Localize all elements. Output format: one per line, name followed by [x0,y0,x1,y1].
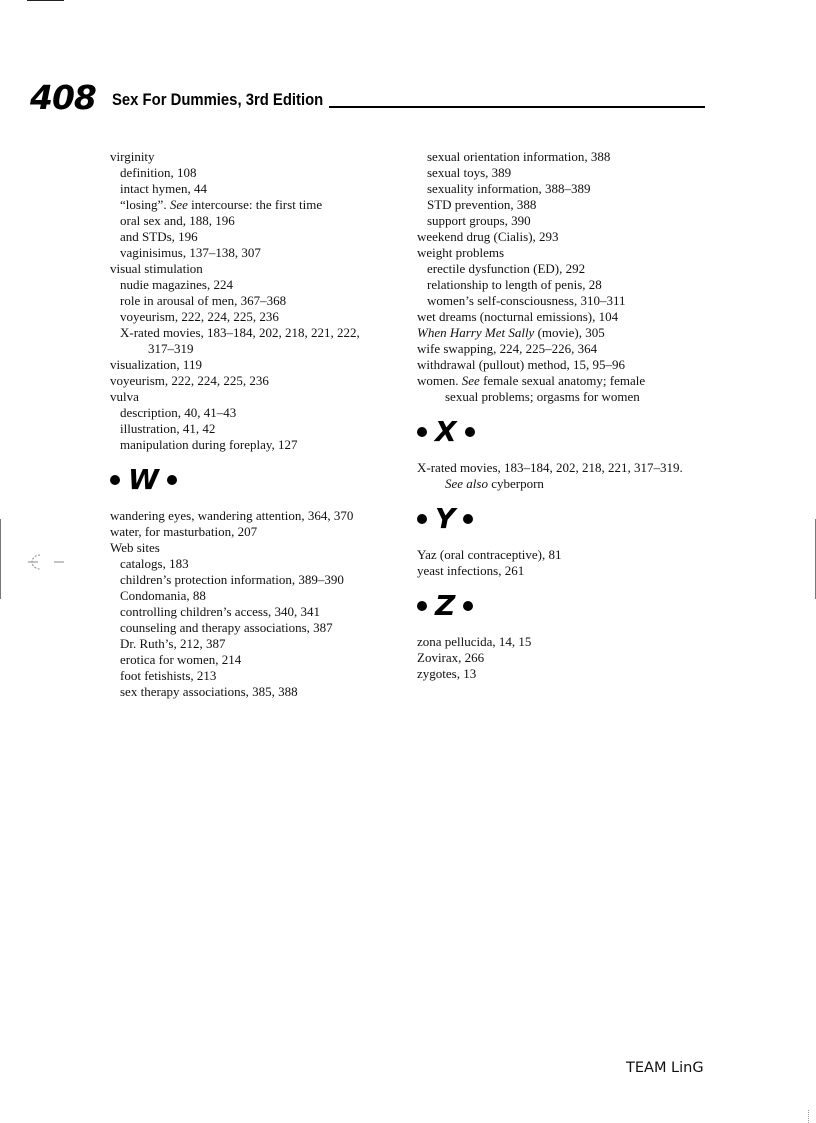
index-column-left [110,149,400,700]
bullet-icon [167,475,177,485]
index-entry-text: cyberporn [487,476,544,491]
footer-watermark: TEAM LinG [626,1060,704,1076]
index-entry-text: intercourse: the first time [187,197,323,212]
index-entry [110,149,400,165]
index-entry [417,261,717,277]
index-entry-text: support groups, 390 [427,213,531,228]
index-entry [417,245,717,261]
index-group-w-continued [417,149,717,405]
index-entry-text: sexuality information, 388–389 [427,181,591,196]
index-entry-text: controlling children’s access, 340, 341 [120,604,321,619]
index-entry-text: sexual orientation information, 388 [427,149,611,164]
index-entry [110,556,400,572]
index-entry-text: sexual toys, 389 [427,165,512,180]
left-binding-line [0,519,1,599]
index-entry-text: women’s self-consciousness, 310–311 [427,293,626,308]
index-entry-text: counseling and therapy associations, 387 [120,620,333,635]
index-entry [417,293,717,309]
index-entry-text: X-rated movies, 183–184, 202, 218, 221, 317–319. [417,460,683,475]
index-column-right [417,149,717,682]
index-entry-text: oral sex and, 188, 196 [120,213,235,228]
index-entry [110,684,400,700]
index-group-w [110,508,400,700]
registration-mark-icon [28,551,64,573]
index-entry-text: children’s protection information, 389–390 [120,572,344,587]
index-entry [417,650,717,666]
book-title: Sex For Dummies, 3rd Edition [112,91,324,109]
index-entry [110,213,400,229]
index-entry-text: withdrawal (pullout) method, 15, 95–96 [417,357,625,372]
index-entry [110,636,400,652]
index-entry-text: erectile dysfunction (ED), 292 [427,261,586,276]
index-entry [110,524,400,540]
index-entry [417,325,717,341]
index-entry-continuation [417,389,717,405]
index-entry-italic: See [169,197,188,212]
index-entry [417,373,717,389]
index-entry-continuation [417,476,717,492]
index-entry-text: Zovirax, 266 [417,650,485,665]
index-entry [417,149,717,165]
page-number: 408 [30,78,96,117]
letter-heading-glyph: W [128,463,159,496]
index-entry [417,213,717,229]
index-group-x [417,460,717,492]
letter-heading-w [110,465,400,495]
index-entry [417,563,717,579]
index-entry-text: zona pellucida, 14, 15 [417,634,532,649]
corner-crop-line [808,1110,810,1123]
index-entry-text: wandering eyes, wandering attention, 364, 370 [110,508,354,523]
index-entry [110,540,400,556]
index-entry-text: role in arousal of men, 367–368 [120,293,287,308]
index-entry-text: virginity [110,149,155,164]
index-entry [110,309,400,325]
index-entry [110,373,400,389]
index-entry [110,197,400,213]
index-entry [417,460,717,476]
index-entry [110,229,400,245]
index-entry-text: Yaz (oral contraceptive), 81 [417,547,562,562]
index-entry-text: relationship to length of penis, 28 [427,277,602,292]
index-entry-text: X-rated movies, 183–184, 202, 218, 221, 222, [120,325,360,340]
index-entry-text: sexual problems; orgasms for women [445,389,640,404]
index-entry [110,389,400,405]
index-entry-text: STD prevention, 388 [427,197,537,212]
index-entry-text: yeast infections, 261 [417,563,525,578]
index-entry-text: Dr. Ruth’s, 212, 387 [120,636,226,651]
top-crop-line [27,0,64,1]
index-group-z [417,634,717,682]
index-entry-text: voyeurism, 222, 224, 225, 236 [110,373,269,388]
index-entry [110,405,400,421]
index-entry-text: nudie magazines, 224 [120,277,233,292]
index-entry-text: visualization, 119 [110,357,202,372]
index-entry-text: vaginisimus, 137–138, 307 [120,245,261,260]
index-entry [110,620,400,636]
index-entry-text: voyeurism, 222, 224, 225, 236 [120,309,279,324]
letter-heading-glyph: Z [435,589,456,622]
index-entry-text: weekend drug (Cialis), 293 [417,229,559,244]
index-entry [417,197,717,213]
index-entry-text: illustration, 41, 42 [120,421,216,436]
letter-heading-glyph: X [435,415,457,448]
index-entry-text: weight problems [417,245,505,260]
index-entry-text: intact hymen, 44 [120,181,208,196]
index-entry-text: women. [417,373,462,388]
index-entry-text: visual stimulation [110,261,203,276]
bullet-icon [465,427,475,437]
page-header [30,80,710,116]
bullet-icon [463,601,473,611]
index-entry-continuation [110,341,400,357]
index-entry-text: and STDs, 196 [120,229,198,244]
index-entry [110,293,400,309]
index-entry [417,165,717,181]
index-group-y [417,547,717,579]
index-entry-text: vulva [110,389,139,404]
index-entry-text: female sexual anatomy; female [479,373,646,388]
bullet-icon [417,601,427,611]
index-entry-text: manipulation during foreplay, 127 [120,437,298,452]
index-entry [110,437,400,453]
index-entry [417,341,717,357]
index-entry-text: Condomania, 88 [120,588,206,603]
header-rule [329,106,705,108]
index-entry [110,604,400,620]
letter-heading-y [417,504,717,534]
index-entry [110,277,400,293]
index-entry [417,229,717,245]
index-entry-text: zygotes, 13 [417,666,477,681]
index-entry-text: wet dreams (nocturnal emissions), 104 [417,309,619,324]
index-entry-text: Web sites [110,540,160,555]
index-entry [110,261,400,277]
index-entry-text: sex therapy associations, 385, 388 [120,684,298,699]
index-entry [110,245,400,261]
index-entry-text: 317–319 [148,341,194,356]
index-entry [417,666,717,682]
index-entry [110,181,400,197]
index-entry-text: catalogs, 183 [120,556,189,571]
index-entry-italic: See also [445,476,488,491]
bullet-icon [417,427,427,437]
index-entry-text: definition, 108 [120,165,197,180]
index-entry-italic: See [461,373,480,388]
index-entry-text: “losing”. [120,197,170,212]
index-entry-text: (movie), 305 [534,325,605,340]
index-entry [417,547,717,563]
index-entry [110,421,400,437]
index-entry-text: foot fetishists, 213 [120,668,217,683]
bullet-icon [110,475,120,485]
index-entry-text: wife swapping, 224, 225–226, 364 [417,341,598,356]
letter-heading-z [417,591,717,621]
index-entry [417,277,717,293]
index-entry [417,634,717,650]
index-entry [417,357,717,373]
index-entry [110,668,400,684]
index-entry-text: description, 40, 41–43 [120,405,237,420]
index-entry [110,165,400,181]
bullet-icon [463,514,473,524]
bullet-icon [417,514,427,524]
letter-heading-x [417,417,717,447]
index-entry-italic: When Harry Met Sally [417,325,535,340]
index-entry [110,588,400,604]
index-entry [110,325,400,341]
index-entry [110,652,400,668]
index-entry [110,357,400,373]
index-entry-text: erotica for women, 214 [120,652,242,667]
letter-heading-glyph: Y [435,502,456,535]
index-entry [110,508,400,524]
index-entry [417,309,717,325]
index-entry [417,181,717,197]
index-entry-text: water, for masturbation, 207 [110,524,258,539]
index-entry [110,572,400,588]
index-group-v [110,149,400,453]
